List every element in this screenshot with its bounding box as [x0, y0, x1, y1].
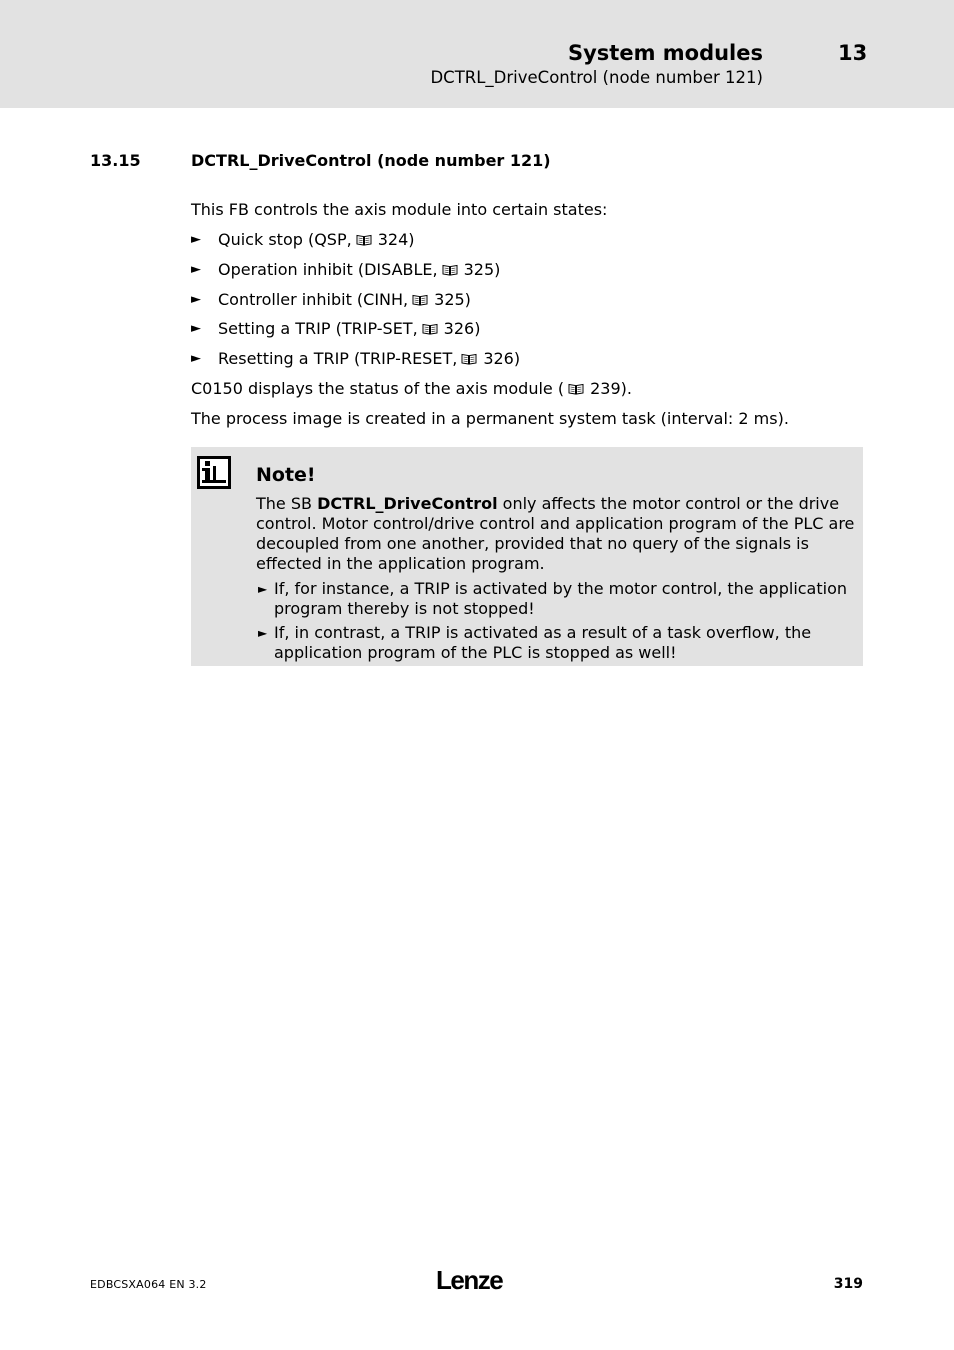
book-icon — [356, 234, 372, 246]
note-box — [191, 447, 863, 666]
page-header — [0, 0, 954, 108]
right-triangle-icon: ► — [191, 291, 201, 307]
logo-text: Lenze — [436, 1266, 503, 1294]
state-list — [191, 230, 863, 369]
status-text: C0150 displays the status of the axis module ( — [191, 378, 565, 398]
state-text: Operation inhibit (DISABLE, — [218, 259, 438, 279]
book-icon — [461, 353, 477, 365]
intro-paragraph: This FB controls the axis module into certain states: — [191, 200, 608, 219]
document-code: EDBCSXA064 EN 3.2 — [90, 1278, 207, 1291]
note-intro-suffix: only affects the motor control or the drive control. Motor control/drive control and application program of the PLC are decoupled from one another, provided that no query of the signals is effected in the application program. — [256, 494, 855, 573]
page-reference[interactable]: 326) — [483, 349, 521, 369]
chapter-number: 13 — [838, 41, 868, 65]
state-text: Setting a TRIP (TRIP-SET, — [218, 319, 418, 339]
page-reference[interactable]: 325) — [434, 289, 471, 309]
right-triangle-icon: ► — [191, 351, 201, 367]
right-triangle-icon: ► — [191, 261, 201, 277]
list-item — [191, 319, 863, 339]
right-triangle-icon: ► — [191, 232, 201, 247]
list-item — [191, 349, 863, 369]
book-icon — [422, 323, 438, 335]
chapter-subtitle: DCTRL_DriveControl (node number 121) — [430, 68, 763, 87]
section-title: DCTRL_DriveControl (node number 121) — [191, 151, 551, 170]
page-reference[interactable]: 239). — [590, 378, 632, 398]
page-reference[interactable]: 325) — [463, 259, 501, 279]
note-heading: Note! — [256, 464, 316, 486]
book-icon — [568, 383, 584, 395]
list-item — [191, 290, 863, 310]
chapter-title: System modules — [567, 41, 763, 65]
note-body — [256, 494, 856, 667]
note-intro-bold: DCTRL_DriveControl — [317, 494, 498, 513]
page-reference[interactable]: 324) — [377, 230, 415, 249]
note-paragraph — [256, 494, 856, 574]
state-text: Resetting a TRIP (TRIP-RESET, — [218, 349, 458, 369]
state-text: Quick stop (QSP, — [218, 230, 352, 249]
list-item — [256, 623, 856, 663]
right-triangle-icon: ► — [258, 626, 268, 640]
list-item — [256, 579, 856, 619]
note-bullet-text: If, in contrast, a TRIP is activated as a result of a task overflow, the application program of the PLC is stopped as well! — [274, 623, 812, 662]
note-bullet-text: If, for instance, a TRIP is activated by the motor control, the application program thereby is not stopped! — [274, 579, 848, 618]
state-text: Controller inhibit (CINH, — [218, 289, 409, 309]
section-body — [191, 200, 863, 439]
book-icon — [442, 264, 458, 276]
process-paragraph: The process image is created in a permanent system task (interval: 2 ms). — [191, 408, 789, 428]
list-item — [191, 230, 863, 250]
right-triangle-icon: ► — [191, 321, 201, 337]
list-item — [191, 260, 863, 280]
status-paragraph — [191, 379, 863, 399]
note-intro-prefix: The SB — [256, 494, 318, 513]
page-number: 319 — [833, 1276, 863, 1292]
lenze-logo — [436, 1266, 514, 1294]
section-number: 13.15 — [90, 151, 141, 170]
right-triangle-icon: ► — [258, 582, 268, 596]
book-icon — [412, 294, 428, 306]
page-reference[interactable]: 326) — [443, 319, 481, 339]
info-i-icon — [197, 456, 231, 489]
